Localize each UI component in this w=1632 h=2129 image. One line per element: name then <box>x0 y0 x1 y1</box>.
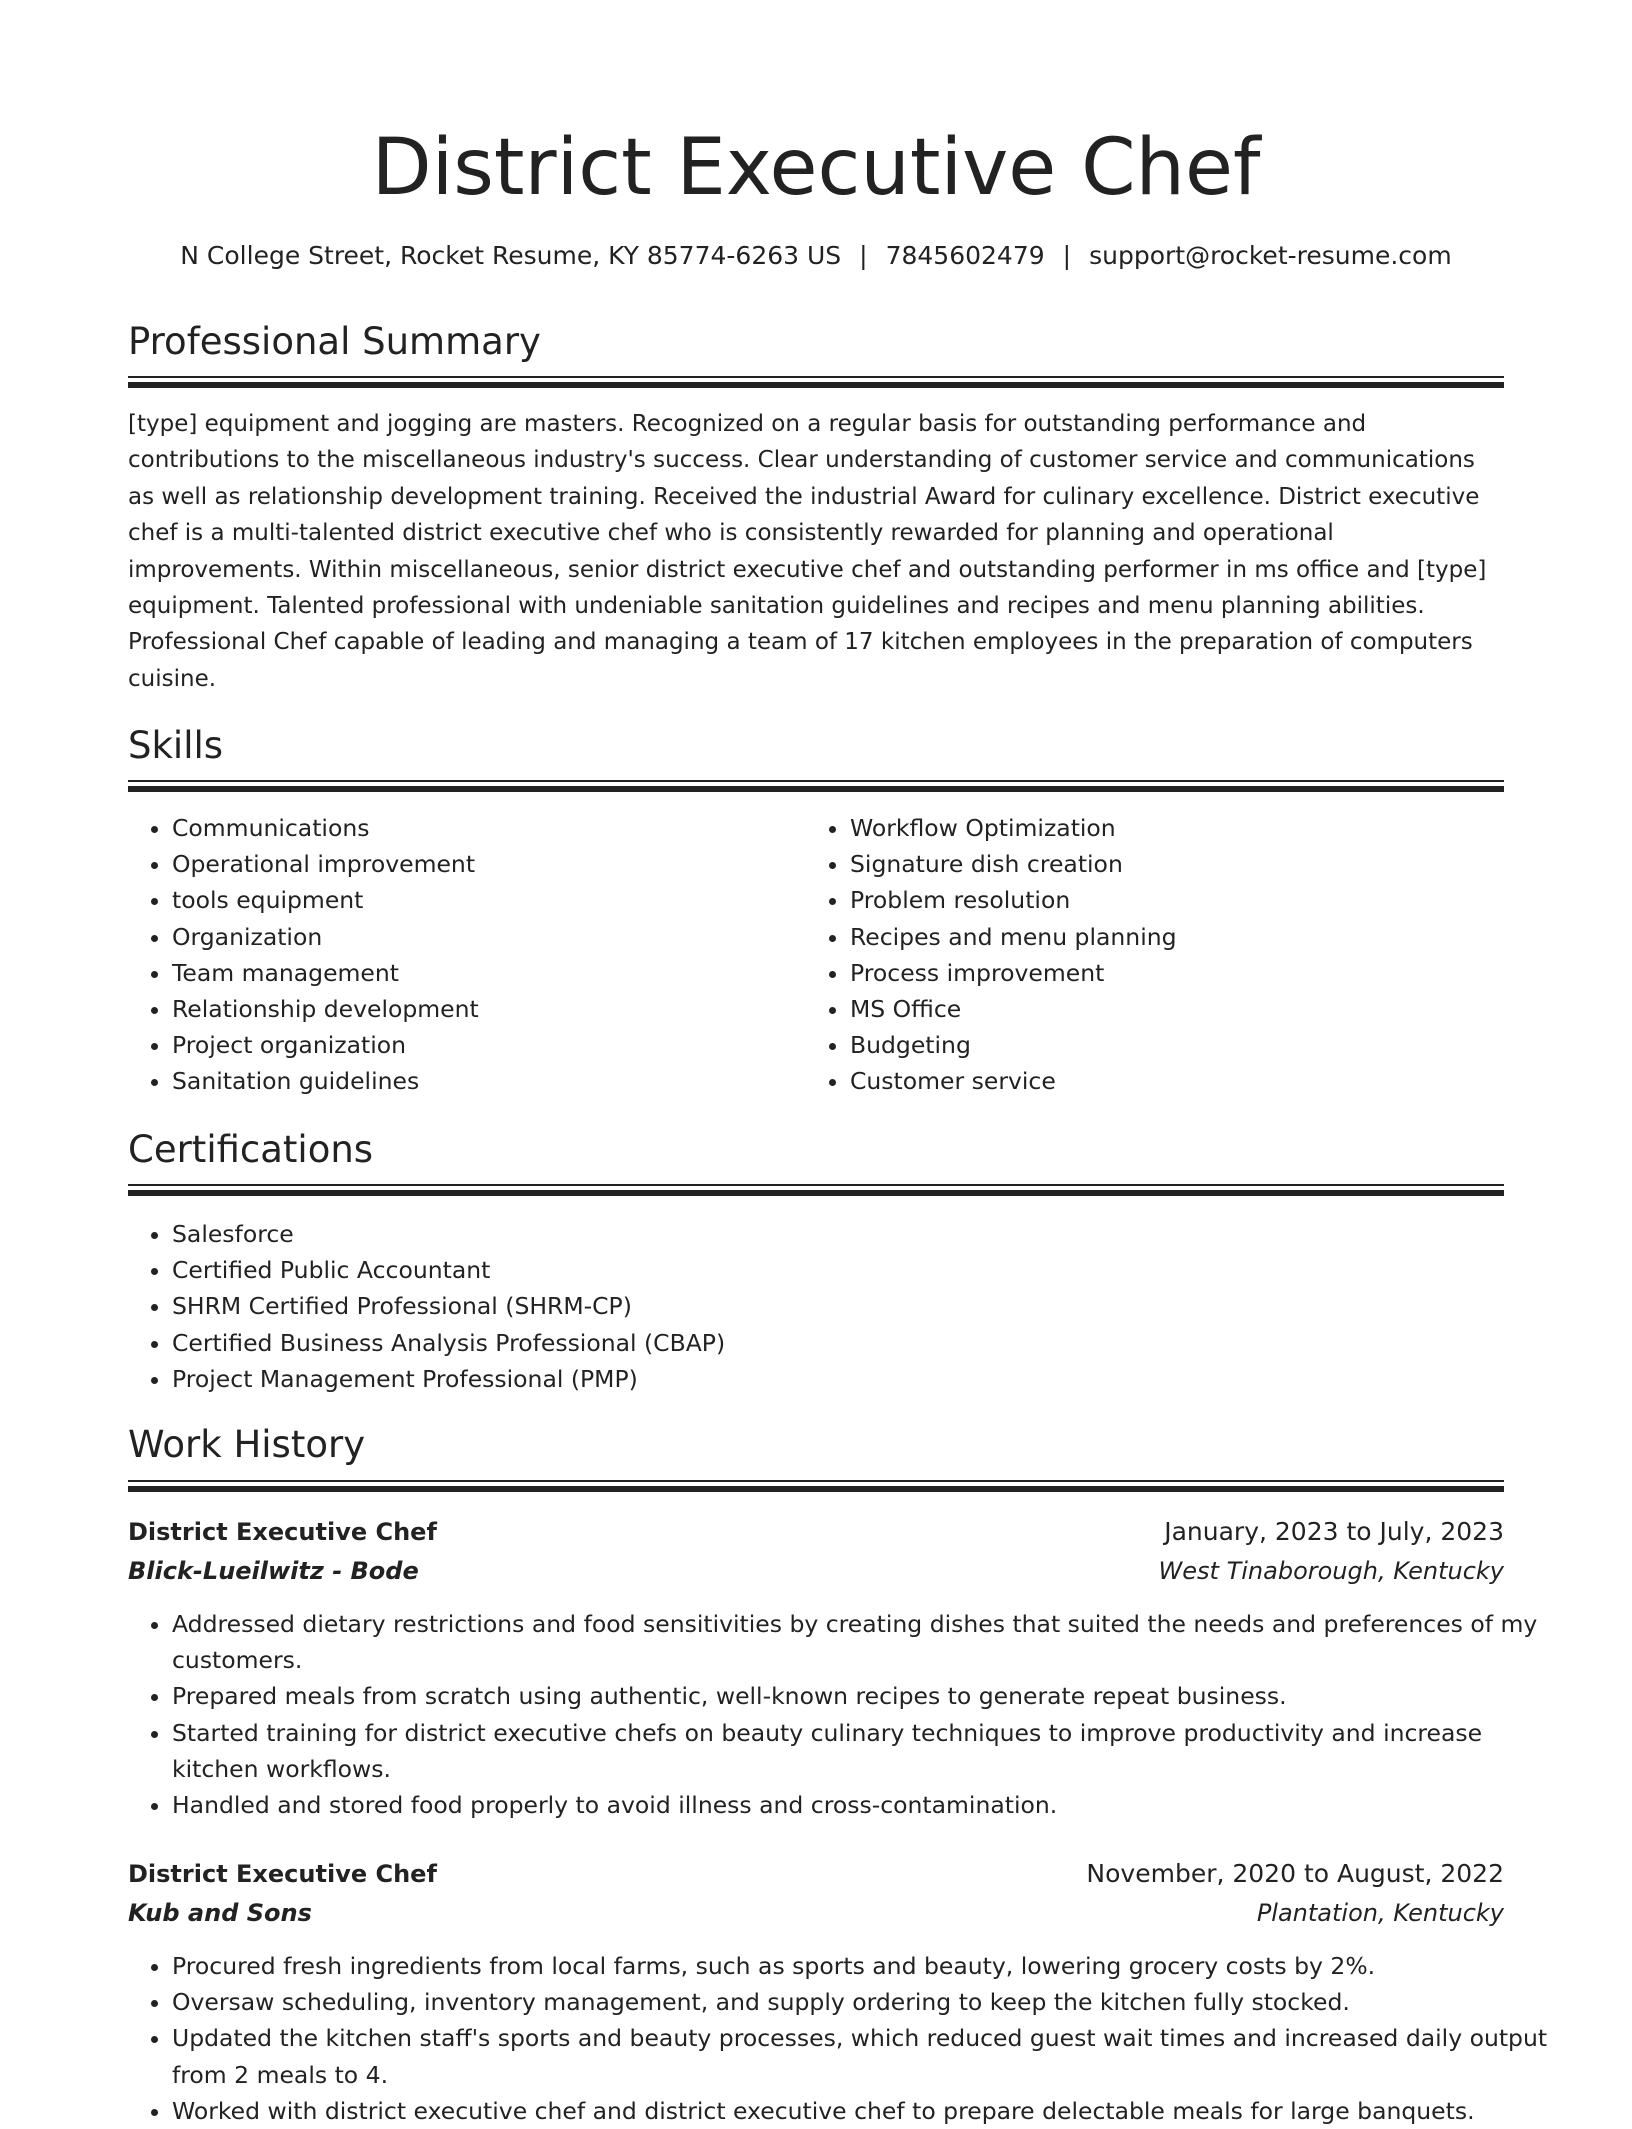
section-divider <box>128 1480 1504 1492</box>
skill-item: • MS Office <box>850 991 1500 1027</box>
skill-item: • Signature dish creation <box>850 846 1500 882</box>
skill-item: • Organization <box>172 919 802 955</box>
section-title-certifications: Certifications <box>128 1128 374 1171</box>
certification-item: • SHRM Certified Professional (SHRM-CP) <box>172 1288 1472 1324</box>
job-title: District Executive Chef <box>128 1518 437 1546</box>
contact-phone: 7845602479 <box>885 241 1045 270</box>
skill-item: • Process improvement <box>850 955 1500 991</box>
job-bullet: • Updated the kitchen staff's sports and beauty processes, which reduced guest wait times and increased daily output from 2 meals to 4. <box>172 2020 1548 2092</box>
job-responsibilities <box>128 1606 1548 1823</box>
resume-name: District Executive Chef <box>371 123 1261 213</box>
job-bullet: • Started training for district executive chefs on beauty culinary techniques to improve productivity and increase kitchen workflows. <box>172 1715 1548 1787</box>
certification-item: • Certified Business Analysis Professional (CBAP) <box>172 1325 1472 1361</box>
skill-item: • Customer service <box>850 1063 1500 1099</box>
contact-email: support@rocket-resume.com <box>1089 241 1452 270</box>
certification-item: • Project Management Professional (PMP) <box>172 1361 1472 1397</box>
job-location: West Tinaborough, Kentucky <box>1158 1557 1504 1585</box>
section-divider <box>128 1184 1504 1196</box>
job-location: Plantation, Kentucky <box>1256 1899 1504 1927</box>
skill-item: • Sanitation guidelines <box>172 1063 802 1099</box>
job-bullet: • Oversaw scheduling, inventory management, and supply ordering to keep the kitchen fully stocked. <box>172 1984 1548 2020</box>
job-company: Kub and Sons <box>128 1899 312 1927</box>
skill-item: • Problem resolution <box>850 882 1500 918</box>
job-bullet: • Worked with district executive chef and district executive chef to prepare delectable meals for large banquets. <box>172 2093 1548 2129</box>
skills-list-right <box>806 810 1500 1100</box>
skill-item: • Budgeting <box>850 1027 1500 1063</box>
section-divider <box>128 376 1504 388</box>
contact-address: N College Street, Rocket Resume, KY 85774-6263 US <box>180 241 842 270</box>
job-header <box>128 1855 1504 1933</box>
certification-item: • Salesforce <box>172 1216 1472 1252</box>
skill-item: • Project organization <box>172 1027 802 1063</box>
job-bullet: • Prepared meals from scratch using authentic, well-known recipes to generate repeat business. <box>172 1678 1548 1714</box>
certifications-list <box>128 1216 1472 1397</box>
certification-item: • Certified Public Accountant <box>172 1252 1472 1288</box>
skill-item: • Workflow Optimization <box>850 810 1500 846</box>
skill-item: • Team management <box>172 955 802 991</box>
contact-separator: | <box>1062 241 1072 270</box>
summary-text: [type] equipment and jogging are masters. Recognized on a regular basis for outstanding performance and contributions to the miscellaneous industry's success. Clear understanding of customer service and communications as well as relationship development training. Received the industrial Award for culinary excellence. District executive chef is a multi-talented district executive chef who is consistently rewarded for planning and operational improvements. Within miscellaneous, senior district executive chef and outstanding performer in ms office and [type] equipment. Talented professional with undeniable sanitation guidelines and recipes and menu planning abilities. Professional Chef capable of leading and managing a team of 17 kitchen employees in the preparation of computers cuisine. <box>128 411 1487 692</box>
skills-list-left <box>128 810 802 1100</box>
section-title-skills: Skills <box>128 724 224 767</box>
job-responsibilities <box>128 1948 1548 2129</box>
section-title-summary: Professional Summary <box>128 320 541 363</box>
job-dates: January, 2023 to July, 2023 <box>1164 1517 1504 1546</box>
contact-line <box>0 238 1632 274</box>
skill-item: • tools equipment <box>172 882 802 918</box>
job-title: District Executive Chef <box>128 1860 437 1888</box>
contact-separator: | <box>859 241 868 270</box>
skill-item: • Recipes and menu planning <box>850 919 1500 955</box>
skill-item: • Relationship development <box>172 991 802 1027</box>
job-dates: November, 2020 to August, 2022 <box>1086 1859 1504 1888</box>
job-header <box>128 1513 1504 1591</box>
section-divider <box>128 780 1504 792</box>
skill-item: • Communications <box>172 810 802 846</box>
section-title-work-history: Work History <box>128 1423 366 1466</box>
job-bullet: • Addressed dietary restrictions and food sensitivities by creating dishes that suited the needs and preferences of my customers. <box>172 1606 1548 1678</box>
job-bullet: • Handled and stored food properly to avoid illness and cross-contamination. <box>172 1787 1548 1823</box>
skill-item: • Operational improvement <box>172 846 802 882</box>
job-bullet: • Procured fresh ingredients from local farms, such as sports and beauty, lowering grocery costs by 2%. <box>172 1948 1548 1984</box>
job-company: Blick-Lueilwitz - Bode <box>128 1557 419 1585</box>
